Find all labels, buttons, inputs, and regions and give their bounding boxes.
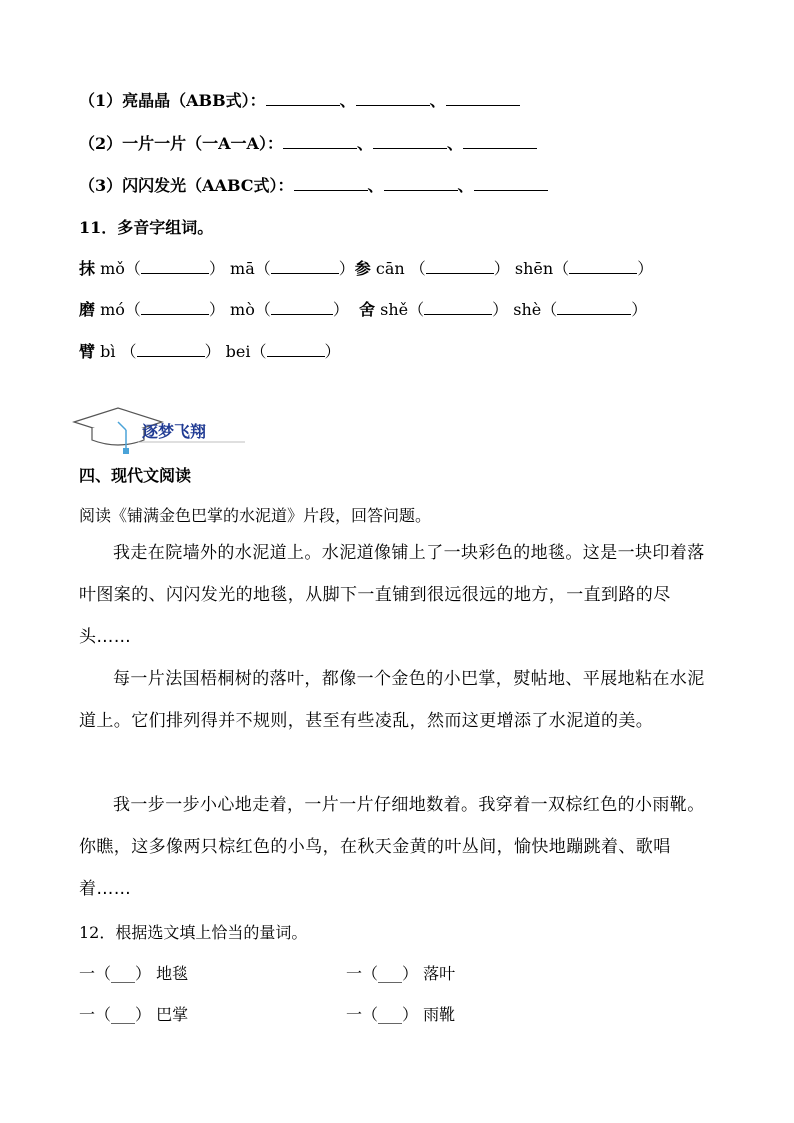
q12-item [346, 961, 455, 984]
polyphone-char: 抹 [79, 259, 96, 278]
prefix: 一（ [346, 1005, 379, 1024]
noun: 巴掌 [156, 1005, 189, 1024]
polyphone-char: 臂 [79, 342, 96, 361]
answer-blank[interactable] [141, 300, 209, 315]
answer-blank[interactable]: ___ [378, 964, 403, 983]
answer-blank[interactable] [446, 91, 520, 106]
noun: 落叶 [423, 964, 456, 983]
passage-paragraph-3: 我一步一步小心地走着，一片一片仔细地数着。我穿着一双棕红色的小雨靴。你瞧，这多像两只棕红色的小鸟，在秋天金黄的叶丛间，愉快地蹦跳着、歌唱着…… [79, 795, 705, 899]
paren-close: ） [208, 300, 225, 319]
section-heading: 四、现代文阅读 [79, 466, 192, 485]
answer-blank[interactable] [266, 91, 340, 106]
separator: 、 [429, 91, 446, 110]
pinyin: shēn（ [514, 259, 570, 278]
pinyin: mā（ [230, 259, 271, 278]
paren-close: ） [637, 259, 654, 278]
answer-blank[interactable] [569, 259, 637, 274]
suffix: ） [402, 1005, 419, 1024]
pinyin: bei（ [225, 342, 267, 361]
q10-item-2 [79, 131, 537, 154]
pinyin: shě（ [380, 300, 425, 319]
paren-close: ） [492, 300, 509, 319]
polyphone-char: 参 [354, 259, 371, 278]
paren-close: ） [208, 259, 225, 278]
answer-blank[interactable] [294, 176, 368, 191]
q10-item-3 [79, 173, 548, 196]
separator: 、 [339, 91, 356, 110]
q10-item-1-label: （1）亮晶晶（ABB式）： [79, 91, 266, 110]
paren-close: ） [324, 342, 341, 361]
answer-blank[interactable] [356, 91, 430, 106]
pinyin: mó（ [100, 300, 141, 319]
pinyin: shè（ [513, 300, 558, 319]
prefix: 一（ [79, 964, 112, 983]
answer-blank[interactable] [283, 134, 357, 149]
section-badge-label: 逐梦飞翔 [142, 422, 207, 441]
pinyin: bì （ [100, 342, 137, 361]
suffix: ） [402, 964, 419, 983]
noun: 地毯 [156, 964, 189, 983]
answer-blank[interactable]: ___ [111, 1005, 136, 1024]
answer-blank[interactable] [474, 176, 548, 191]
pinyin: mǒ（ [100, 259, 141, 278]
answer-blank[interactable]: ___ [111, 964, 136, 983]
answer-blank[interactable] [384, 176, 458, 191]
reading-intro: 阅读《铺满金色巴掌的水泥道》片段，回答问题。 [79, 506, 432, 525]
separator: 、 [446, 134, 463, 153]
q12-item [346, 1002, 455, 1025]
suffix: ） [135, 1005, 152, 1024]
q12-item [79, 1002, 188, 1025]
q11-row-3 [79, 339, 341, 362]
answer-blank[interactable] [426, 259, 494, 274]
passage-paragraph-2: 每一片法国梧桐树的落叶，都像一个金色的小巴掌，熨帖地、平展地粘在水泥道上。它们排列得并不规则，甚至有些凌乱，然而这更增添了水泥道的美。 [79, 669, 705, 731]
prefix: 一（ [346, 964, 379, 983]
separator: 、 [356, 134, 373, 153]
suffix: ） [135, 964, 152, 983]
separator: 、 [367, 176, 384, 195]
answer-blank[interactable] [141, 259, 209, 274]
answer-blank[interactable] [271, 300, 333, 315]
answer-blank[interactable] [137, 342, 205, 357]
paren-close: ） [338, 259, 355, 278]
q10-item-2-label: （2）一片一片（一A一A）： [79, 134, 283, 153]
q12-item [79, 961, 188, 984]
pinyin: mò（ [230, 300, 271, 319]
answer-blank[interactable] [424, 300, 492, 315]
paren-close: ） [631, 300, 648, 319]
answer-blank[interactable] [463, 134, 537, 149]
q10-item-3-label: （3）闪闪发光（AABC式）： [79, 176, 294, 195]
q11-row-1 [79, 256, 653, 279]
q11-title: 11．多音字组词。 [79, 218, 214, 237]
answer-blank[interactable] [373, 134, 447, 149]
answer-blank[interactable] [271, 259, 339, 274]
q10-item-1 [79, 88, 520, 111]
answer-blank[interactable]: ___ [378, 1005, 403, 1024]
q11-row-2 [79, 297, 647, 320]
answer-blank[interactable] [557, 300, 631, 315]
answer-blank[interactable] [267, 342, 325, 357]
noun: 雨靴 [423, 1005, 456, 1024]
pinyin: cān （ [375, 259, 426, 278]
paren-close: ） [332, 300, 349, 319]
prefix: 一（ [79, 1005, 112, 1024]
passage-paragraph-1: 我走在院墙外的水泥道上。水泥道像铺上了一块彩色的地毯。这是一块印着落叶图案的、闪闪发光的地毯，从脚下一直铺到很远很远的地方，一直到路的尽头…… [79, 543, 705, 647]
polyphone-char: 磨 [79, 300, 96, 319]
paren-close: ） [204, 342, 221, 361]
q12-title: 12．根据选文填上恰当的量词。 [79, 923, 308, 942]
polyphone-char: 舍 [359, 300, 376, 319]
paren-close: ） [493, 259, 510, 278]
separator: 、 [457, 176, 474, 195]
